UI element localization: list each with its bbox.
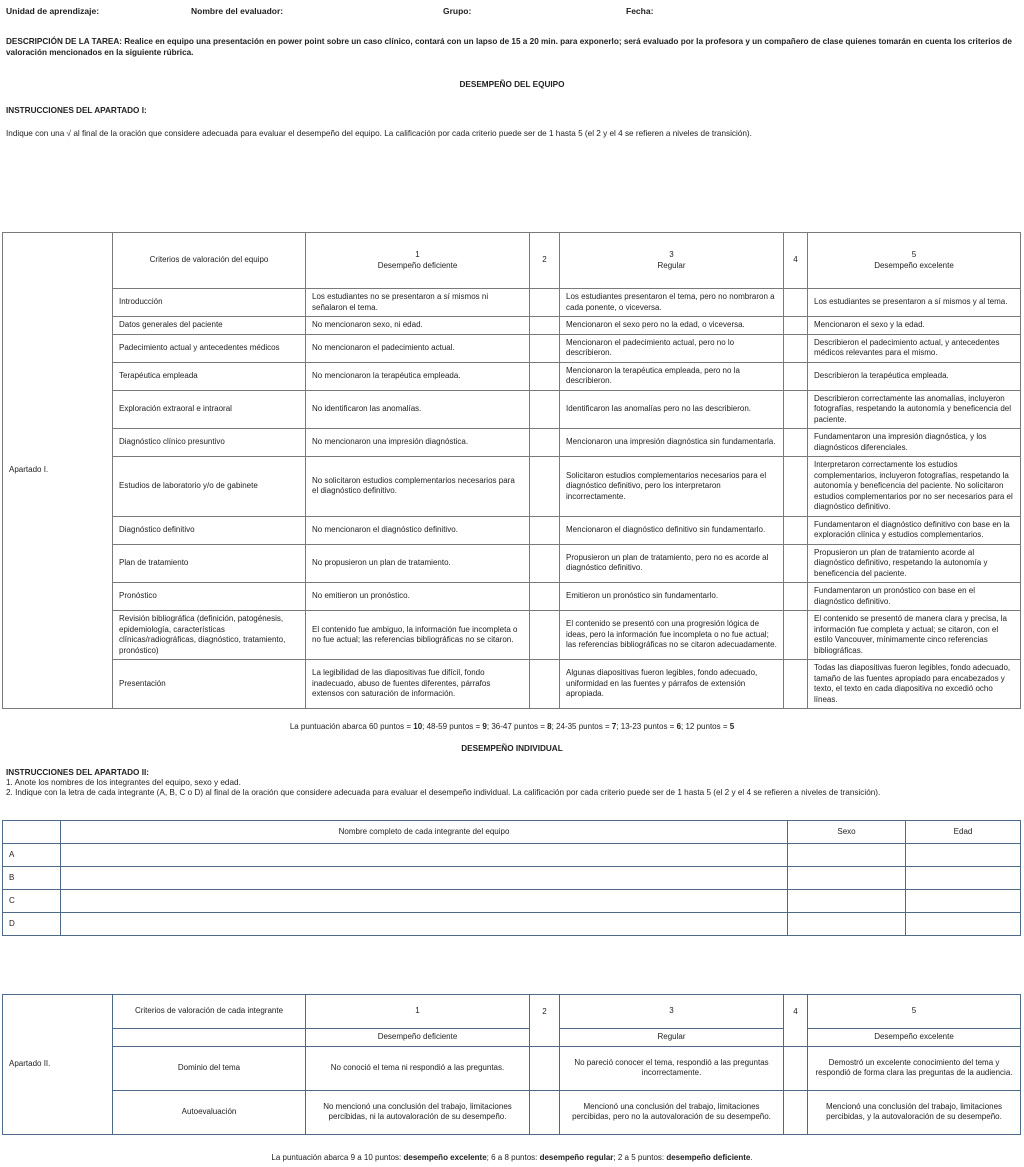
level-5-description: Demostró un excelente conocimiento del tema y respondió de forma clara las preguntas de la audiencia. bbox=[808, 1046, 1021, 1090]
level-1-description: No mencionaron una impresión diagnóstica. bbox=[306, 429, 530, 457]
level-4-check-cell[interactable] bbox=[784, 390, 808, 429]
level-3-description: Identificaron las anomalías pero no las describieron. bbox=[560, 390, 784, 429]
section2-instructions-title: INSTRUCCIONES DEL APARTADO II: bbox=[6, 768, 149, 777]
section1-title: DESEMPEÑO DEL EQUIPO bbox=[459, 80, 565, 89]
task-description: DESCRIPCIÓN DE LA TAREA: Realice en equipo una presentación en power point sobre un caso clínico, contará con un lapso de 15 a 20 min. para exponerlo; será evaluado por la profesora y un compañero de clase quienes tomarán en cuenta los criterios de valoración mencionados en la siguiente rúbrica. bbox=[6, 37, 1012, 57]
member-age-cell[interactable] bbox=[906, 890, 1021, 913]
level-4-check-cell[interactable] bbox=[784, 289, 808, 317]
level-4-check-cell[interactable] bbox=[784, 362, 808, 390]
criterion: Exploración extraoral e intraoral bbox=[113, 390, 306, 429]
level-4-check-cell[interactable] bbox=[784, 660, 808, 709]
criterion: Datos generales del paciente bbox=[113, 317, 306, 335]
level-3-description: Solicitaron estudios complementarios necesarios para el diagnóstico definitivo, pero los interpretaron incorrectamente. bbox=[560, 457, 784, 517]
table-row bbox=[3, 390, 1021, 429]
level-3-description: El contenido se presentó con una progresión lógica de ideas, pero la información fue incompleta o no fue actual; las referencias bibliográficas no se citaron adecuadamente. bbox=[560, 611, 784, 660]
level-5-header: 5 bbox=[808, 995, 1021, 1029]
level-4-header: 4 bbox=[784, 995, 808, 1047]
level-4-check-cell[interactable] bbox=[784, 429, 808, 457]
criterion: Autoevaluación bbox=[113, 1090, 306, 1134]
member-name-cell[interactable] bbox=[61, 913, 788, 936]
level-3-description: No pareció conocer el tema, respondió a las preguntas incorrectamente. bbox=[560, 1046, 784, 1090]
member-letter: A bbox=[3, 844, 61, 867]
evaluador-label: Nombre del evaluador: bbox=[191, 6, 284, 16]
level-1-label: Desempeño deficiente bbox=[306, 1029, 530, 1047]
table-row bbox=[3, 611, 1021, 660]
level-5-description: Describieron el padecimiento actual, y antecedentes médicos relevantes para el mismo. bbox=[808, 334, 1021, 362]
level-2-check-cell[interactable] bbox=[530, 362, 560, 390]
level-3-description: Mencionaron la terapéutica empleada, pero no la describieron. bbox=[560, 362, 784, 390]
blank-cell bbox=[113, 1029, 306, 1047]
criterion: Revisión bibliográfica (definición, patogénesis, epidemiología, características clínicas/radiográficas, diagnóstico, tratamiento, pronóstico) bbox=[113, 611, 306, 660]
member-row bbox=[3, 844, 1021, 867]
level-2-check-cell[interactable] bbox=[530, 317, 560, 335]
level-5-description: Fundamentaron el diagnóstico definitivo con base en la exploración clínica y estudios complementarios. bbox=[808, 516, 1021, 544]
member-name-cell[interactable] bbox=[61, 867, 788, 890]
member-age-cell[interactable] bbox=[906, 867, 1021, 890]
level-5-description: Describieron la terapéutica empleada. bbox=[808, 362, 1021, 390]
level-2-check-cell[interactable] bbox=[530, 289, 560, 317]
level-3-description: Mencionaron el sexo pero no la edad, o viceversa. bbox=[560, 317, 784, 335]
member-letter: C bbox=[3, 890, 61, 913]
section1-instructions: Indique con una √ al final de la oración que considere adecuada para evaluar el desempeño del equipo. La calificación por cada criterio puede ser de 1 hasta 5 (el 2 y el 4 se refieren a niveles de transición). bbox=[6, 129, 752, 138]
table-row bbox=[3, 1046, 1021, 1090]
member-sex-cell[interactable] bbox=[788, 844, 906, 867]
level-4-check-cell[interactable] bbox=[784, 1090, 808, 1134]
level-1-description: No mencionaron el padecimiento actual. bbox=[306, 334, 530, 362]
level-5-header: 5 Desempeño excelente bbox=[808, 233, 1021, 289]
criterion: Pronóstico bbox=[113, 583, 306, 611]
level-3-description: Emitieron un pronóstico sin fundamentarlo. bbox=[560, 583, 784, 611]
level-5-description: Mencionó una conclusión del trabajo, limitaciones percibidas, y la autovaloración de su desempeño. bbox=[808, 1090, 1021, 1134]
level-5-description: Fundamentaron una impresión diagnóstica, y los diagnósticos diferenciales. bbox=[808, 429, 1021, 457]
level-2-check-cell[interactable] bbox=[530, 1046, 560, 1090]
level-3-description: Propusieron un plan de tratamiento, pero no es acorde al diagnóstico definitivo. bbox=[560, 544, 784, 583]
level-2-header: 2 bbox=[530, 233, 560, 289]
level-3-header: 3 bbox=[560, 995, 784, 1029]
members-table bbox=[2, 820, 1021, 936]
table-row bbox=[3, 362, 1021, 390]
criterion: Terapéutica empleada bbox=[113, 362, 306, 390]
table-row bbox=[3, 429, 1021, 457]
member-name-cell[interactable] bbox=[61, 890, 788, 913]
apartado-label: Apartado II. bbox=[3, 995, 113, 1135]
level-5-description: Todas las diapositivas fueron legibles, fondo adecuado, tamaño de las fuentes apropiado para encabezados y texto, el texto en cada diapositiva no excedió ocho líneas. bbox=[808, 660, 1021, 709]
member-row bbox=[3, 867, 1021, 890]
table-row bbox=[3, 544, 1021, 583]
level-1-header: 1 Desempeño deficiente bbox=[306, 233, 530, 289]
section2-instruction-2: 2. Indique con la letra de cada integrante (A, B, C o D) al final de la oración que considere adecuada para evaluar el desempeño individual. La calificación por cada criterio puede ser de 1 hasta 5 (el 2 y el 4 se refieren a niveles de transición). bbox=[6, 788, 881, 797]
level-1-description: No mencionaron el diagnóstico definitivo. bbox=[306, 516, 530, 544]
level-4-header: 4 bbox=[784, 233, 808, 289]
level-5-description: Interpretaron correctamente los estudios complementarios, incluyeron fotografías, respetando la autonomía y beneficencia del paciente. No solicitaron estudios complementarios por no ser necesarios para el diagnóstico definitivo. bbox=[808, 457, 1021, 517]
section1-instructions-title: INSTRUCCIONES DEL APARTADO I: bbox=[6, 106, 147, 115]
level-1-description: La legibilidad de las diapositivas fue difícil, fondo inadecuado, abuso de fuentes diferentes, párrafos extensos con saturación de información. bbox=[306, 660, 530, 709]
level-2-check-cell[interactable] bbox=[530, 429, 560, 457]
level-1-description: No mencionaron sexo, ni edad. bbox=[306, 317, 530, 335]
criterion: Padecimiento actual y antecedentes médicos bbox=[113, 334, 306, 362]
blank-header bbox=[3, 821, 61, 844]
level-2-check-cell[interactable] bbox=[530, 334, 560, 362]
criterion: Diagnóstico clínico presuntivo bbox=[113, 429, 306, 457]
level-4-check-cell[interactable] bbox=[784, 611, 808, 660]
level-2-check-cell[interactable] bbox=[530, 583, 560, 611]
level-2-check-cell[interactable] bbox=[530, 457, 560, 517]
member-letter: D bbox=[3, 913, 61, 936]
member-name-cell[interactable] bbox=[61, 844, 788, 867]
level-4-check-cell[interactable] bbox=[784, 317, 808, 335]
level-3-description: Mencionó una conclusión del trabajo, limitaciones percibidas, pero no la autovaloración de su desempeño. bbox=[560, 1090, 784, 1134]
level-2-check-cell[interactable] bbox=[530, 611, 560, 660]
level-5-description: Describieron correctamente las anomalías, incluyeron fotografías, respetando la autonomía y beneficencia del paciente. bbox=[808, 390, 1021, 429]
level-5-description: Propusieron un plan de tratamiento acorde al diagnóstico definitivo, respetando la autonomía y beneficencia del paciente. bbox=[808, 544, 1021, 583]
grupo-label: Grupo: bbox=[443, 6, 472, 16]
level-4-check-cell[interactable] bbox=[784, 516, 808, 544]
table-row bbox=[3, 289, 1021, 317]
table-row bbox=[3, 317, 1021, 335]
table-row bbox=[3, 660, 1021, 709]
criterion: Introducción bbox=[113, 289, 306, 317]
section2-instruction-1: 1. Anote los nombres de los integrantes del equipo, sexo y edad. bbox=[6, 778, 241, 787]
apartado-label: Apartado I. bbox=[3, 233, 113, 709]
fecha-label: Fecha: bbox=[626, 6, 654, 16]
member-sex-cell[interactable] bbox=[788, 890, 906, 913]
level-5-label: Desempeño excelente bbox=[808, 1029, 1021, 1047]
table-row bbox=[3, 334, 1021, 362]
member-row bbox=[3, 890, 1021, 913]
criterion: Estudios de laboratorio y/o de gabinete bbox=[113, 457, 306, 517]
level-2-check-cell[interactable] bbox=[530, 544, 560, 583]
level-1-description: No solicitaron estudios complementarios necesarios para el diagnóstico definitivo. bbox=[306, 457, 530, 517]
level-1-header: 1 bbox=[306, 995, 530, 1029]
section2-title: DESEMPEÑO INDIVIDUAL bbox=[461, 744, 563, 753]
sex-header: Sexo bbox=[788, 821, 906, 844]
level-3-header: 3 Regular bbox=[560, 233, 784, 289]
individual-rubric-table bbox=[2, 994, 1021, 1135]
level-1-description: No mencionaron la terapéutica empleada. bbox=[306, 362, 530, 390]
level-3-description: Algunas diapositivas fueron legibles, fondo adecuado, uniformidad en las fuentes y párrafos de extensión apropiada. bbox=[560, 660, 784, 709]
name-header: Nombre completo de cada integrante del equipo bbox=[61, 821, 788, 844]
member-age-cell[interactable] bbox=[906, 913, 1021, 936]
level-3-description: Mencionaron el padecimiento actual, pero no lo describieron. bbox=[560, 334, 784, 362]
criterion: Presentación bbox=[113, 660, 306, 709]
member-sex-cell[interactable] bbox=[788, 867, 906, 890]
level-4-check-cell[interactable] bbox=[784, 544, 808, 583]
level-4-check-cell[interactable] bbox=[784, 457, 808, 517]
level-3-description: Los estudiantes presentaron el tema, pero no nombraron a cada ponente, o viceversa. bbox=[560, 289, 784, 317]
level-1-description: No emitieron un pronóstico. bbox=[306, 583, 530, 611]
section1-score-scale: La puntuación abarca 60 puntos = 10; 48-59 puntos = 9; 36-47 puntos = 8; 24-35 puntos = 7; 13-23 puntos = 6; 12 puntos = 5 bbox=[289, 722, 735, 731]
criteria-header: Criterios de valoración del equipo bbox=[113, 233, 306, 289]
level-2-check-cell[interactable] bbox=[530, 1090, 560, 1134]
level-2-header: 2 bbox=[530, 995, 560, 1047]
level-1-description: No identificaron las anomalías. bbox=[306, 390, 530, 429]
level-3-label: Regular bbox=[560, 1029, 784, 1047]
level-1-description: Los estudiantes no se presentaron a sí mismos ni señalaron el tema. bbox=[306, 289, 530, 317]
level-3-description: Mencionaron el diagnóstico definitivo sin fundamentarlo. bbox=[560, 516, 784, 544]
level-5-description: Mencionaron el sexo y la edad. bbox=[808, 317, 1021, 335]
level-5-description: Los estudiantes se presentaron a sí mismos y al tema. bbox=[808, 289, 1021, 317]
table-row bbox=[3, 457, 1021, 517]
criterion: Diagnóstico definitivo bbox=[113, 516, 306, 544]
level-1-description: No mencionó una conclusión del trabajo, limitaciones percibidas, ni la autovaloración de su desempeño. bbox=[306, 1090, 530, 1134]
level-1-description: El contenido fue ambiguo, la información fue incompleta o no fue actual; las referencias bibliográficas no se citaron. bbox=[306, 611, 530, 660]
table-row bbox=[3, 583, 1021, 611]
team-rubric-table bbox=[2, 232, 1021, 709]
level-5-description: Fundamentaron un pronóstico con base en el diagnóstico definitivo. bbox=[808, 583, 1021, 611]
criterion: Plan de tratamiento bbox=[113, 544, 306, 583]
member-letter: B bbox=[3, 867, 61, 890]
level-2-check-cell[interactable] bbox=[530, 660, 560, 709]
level-4-check-cell[interactable] bbox=[784, 583, 808, 611]
member-age-cell[interactable] bbox=[906, 844, 1021, 867]
age-header: Edad bbox=[906, 821, 1021, 844]
table-row bbox=[3, 516, 1021, 544]
level-2-check-cell[interactable] bbox=[530, 516, 560, 544]
level-5-description: El contenido se presentó de manera clara y precisa, la información fue completa y actual; se citaron, con el estilo Vancouver, mínimamente cinco referencias bibliográficas. bbox=[808, 611, 1021, 660]
member-sex-cell[interactable] bbox=[788, 913, 906, 936]
criteria-header: Criterios de valoración de cada integrante bbox=[113, 995, 306, 1029]
member-row bbox=[3, 913, 1021, 936]
level-3-description: Mencionaron una impresión diagnóstica sin fundamentarla. bbox=[560, 429, 784, 457]
level-1-description: No conoció el tema ni respondió a las preguntas. bbox=[306, 1046, 530, 1090]
table-row bbox=[3, 1090, 1021, 1134]
level-1-description: No propusieron un plan de tratamiento. bbox=[306, 544, 530, 583]
level-4-check-cell[interactable] bbox=[784, 334, 808, 362]
level-2-check-cell[interactable] bbox=[530, 390, 560, 429]
section2-score-scale: La puntuación abarca 9 a 10 puntos: desempeño excelente; 6 a 8 puntos: desempeño regular; 2 a 5 puntos: desempeño deficiente. bbox=[271, 1153, 753, 1162]
unidad-label: Unidad de aprendizaje: bbox=[6, 6, 100, 16]
criterion: Dominio del tema bbox=[113, 1046, 306, 1090]
level-4-check-cell[interactable] bbox=[784, 1046, 808, 1090]
